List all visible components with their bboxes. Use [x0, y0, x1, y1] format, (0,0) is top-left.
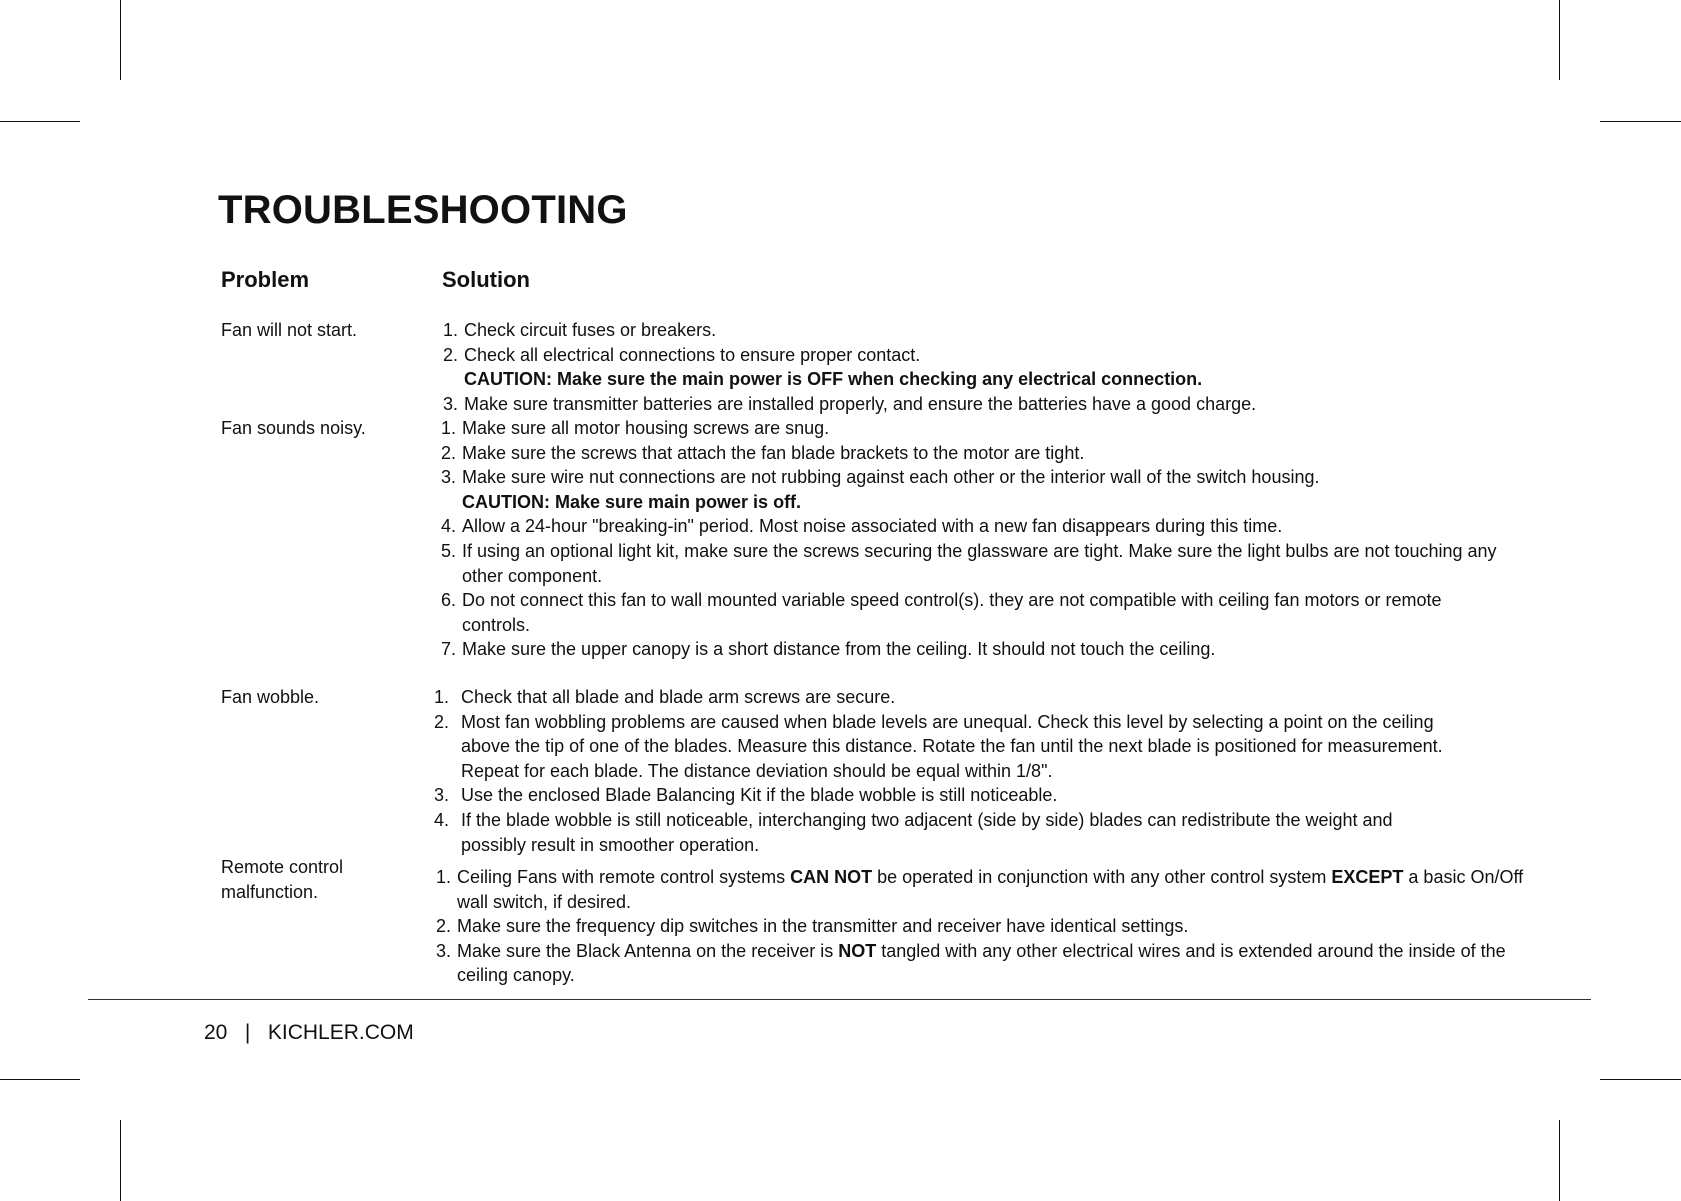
crop-mark [1600, 121, 1681, 122]
item-text: If using an optional light kit, make sure the screws securing the glassware are tight. Make sure the light bulbs are not touching any other component. [462, 540, 1497, 586]
item-number: 1. [440, 418, 456, 438]
problem-column-header: Problem [221, 267, 310, 292]
footer-site-link[interactable]: KICHLER.COM [267, 1021, 414, 1044]
solution-item [440, 465, 1522, 514]
page-title: TROUBLESHOOTING [218, 188, 628, 232]
solution-item [440, 539, 1522, 588]
item-text: If the blade wobble is still noticeable, interchanging two adjacent (side by side) blades can redistribute the weight and possibly result in smoother operation. [461, 809, 1393, 855]
solution-item [433, 808, 1461, 857]
item-number: 1. [433, 687, 449, 707]
crop-mark [1559, 1120, 1560, 1201]
item-number: 4. [433, 809, 449, 830]
crop-mark [120, 0, 121, 80]
item-number: 3. [435, 940, 451, 961]
page-number: 20 [204, 1021, 228, 1044]
crop-mark [0, 1079, 80, 1080]
item-text: Make sure the screws that attach the fan blade brackets to the motor are tight. [462, 442, 1085, 463]
item-text: Ceiling Fans with remote control systems CAN NOT be operated in conjunction with any other control system EXCEPT a basic On/Off wall switch, if desired. [457, 867, 1524, 912]
solution-column-header: Solution [442, 267, 530, 292]
item-number: 5. [440, 540, 456, 561]
item-text: Make sure the Black Antenna on the receiver is NOT tangled with any other electrical wires and is extended around the inside of the ceiling canopy. [457, 940, 1506, 986]
item-text: Allow a 24-hour "breaking-in" period. Most noise associated with a new fan disappears during this time. [462, 516, 1283, 537]
solution-item [433, 783, 1461, 808]
solution-item [433, 710, 1461, 784]
problem-label: Remote control malfunction. [221, 857, 344, 902]
crop-mark [120, 1120, 121, 1201]
item-number: 3. [440, 467, 456, 488]
solution-item [440, 416, 1522, 441]
crop-mark [0, 121, 80, 122]
item-number: 2. [433, 711, 449, 732]
item-number: 4. [440, 516, 456, 537]
solution-list [433, 685, 1461, 857]
item-number: 2. [440, 442, 456, 463]
crop-mark [1559, 0, 1560, 80]
item-number: 2. [442, 344, 458, 365]
footer [204, 1021, 414, 1045]
solution-list [435, 865, 1527, 988]
caution-text: CAUTION: Make sure the main power is OFF when checking any electrical connection. [464, 369, 1203, 390]
item-number: 1. [442, 320, 458, 340]
solution-item [440, 441, 1522, 466]
solution-item [435, 865, 1527, 914]
item-text: Check all electrical connections to ensure proper contact. [464, 344, 921, 365]
item-text: Check that all blade and blade arm screws are secure. [461, 687, 896, 707]
item-number: 1. [435, 867, 451, 887]
solution-item [442, 318, 1524, 343]
solution-list [442, 318, 1524, 416]
item-text: Make sure the frequency dip switches in the transmitter and receiver have identical settings. [457, 916, 1189, 937]
solution-item [440, 637, 1522, 662]
solution-item [440, 514, 1522, 539]
item-number: 6. [440, 590, 456, 611]
solution-item [442, 343, 1524, 392]
item-text: Most fan wobbling problems are caused when blade levels are unequal. Check this level by selecting a point on the ceiling above the tip of one of the blades. Measure this distance. Rotate the fan until the next blade is positioned for measurement. Repeat for each blade. The distance deviation should be equal within 1/8". [461, 711, 1443, 781]
item-text: Make sure all motor housing screws are snug. [462, 418, 830, 438]
item-text: Check circuit fuses or breakers. [464, 320, 717, 340]
solution-item [435, 914, 1527, 939]
problem-label: Fan wobble. [221, 687, 320, 707]
item-text: Make sure transmitter batteries are installed properly, and ensure the batteries have a good charge. [464, 393, 1257, 414]
footer-separator: | [244, 1021, 251, 1044]
item-text: Make sure the upper canopy is a short distance from the ceiling. It should not touch the ceiling. [462, 639, 1216, 660]
item-number: 2. [435, 916, 451, 937]
solution-item [435, 939, 1527, 988]
solution-item [440, 588, 1522, 637]
caution-text: CAUTION: Make sure main power is off. [462, 491, 802, 512]
problem-label: Fan sounds noisy. [221, 418, 366, 438]
item-number: 3. [433, 785, 449, 806]
item-text: Make sure wire nut connections are not rubbing against each other or the interior wall of the switch housing. [462, 467, 1320, 488]
solution-list [440, 416, 1522, 662]
item-number: 3. [442, 393, 458, 414]
solution-item [442, 392, 1524, 417]
solution-item [433, 685, 1461, 710]
item-text: Do not connect this fan to wall mounted variable speed control(s). they are not compatible with ceiling fan motors or remote controls. [462, 590, 1442, 635]
problem-label: Fan will not start. [221, 320, 358, 340]
item-text: Use the enclosed Blade Balancing Kit if the blade wobble is still noticeable. [461, 785, 1058, 806]
footer-rule [88, 999, 1591, 1000]
item-number: 7. [440, 639, 456, 660]
crop-mark [1600, 1079, 1681, 1080]
